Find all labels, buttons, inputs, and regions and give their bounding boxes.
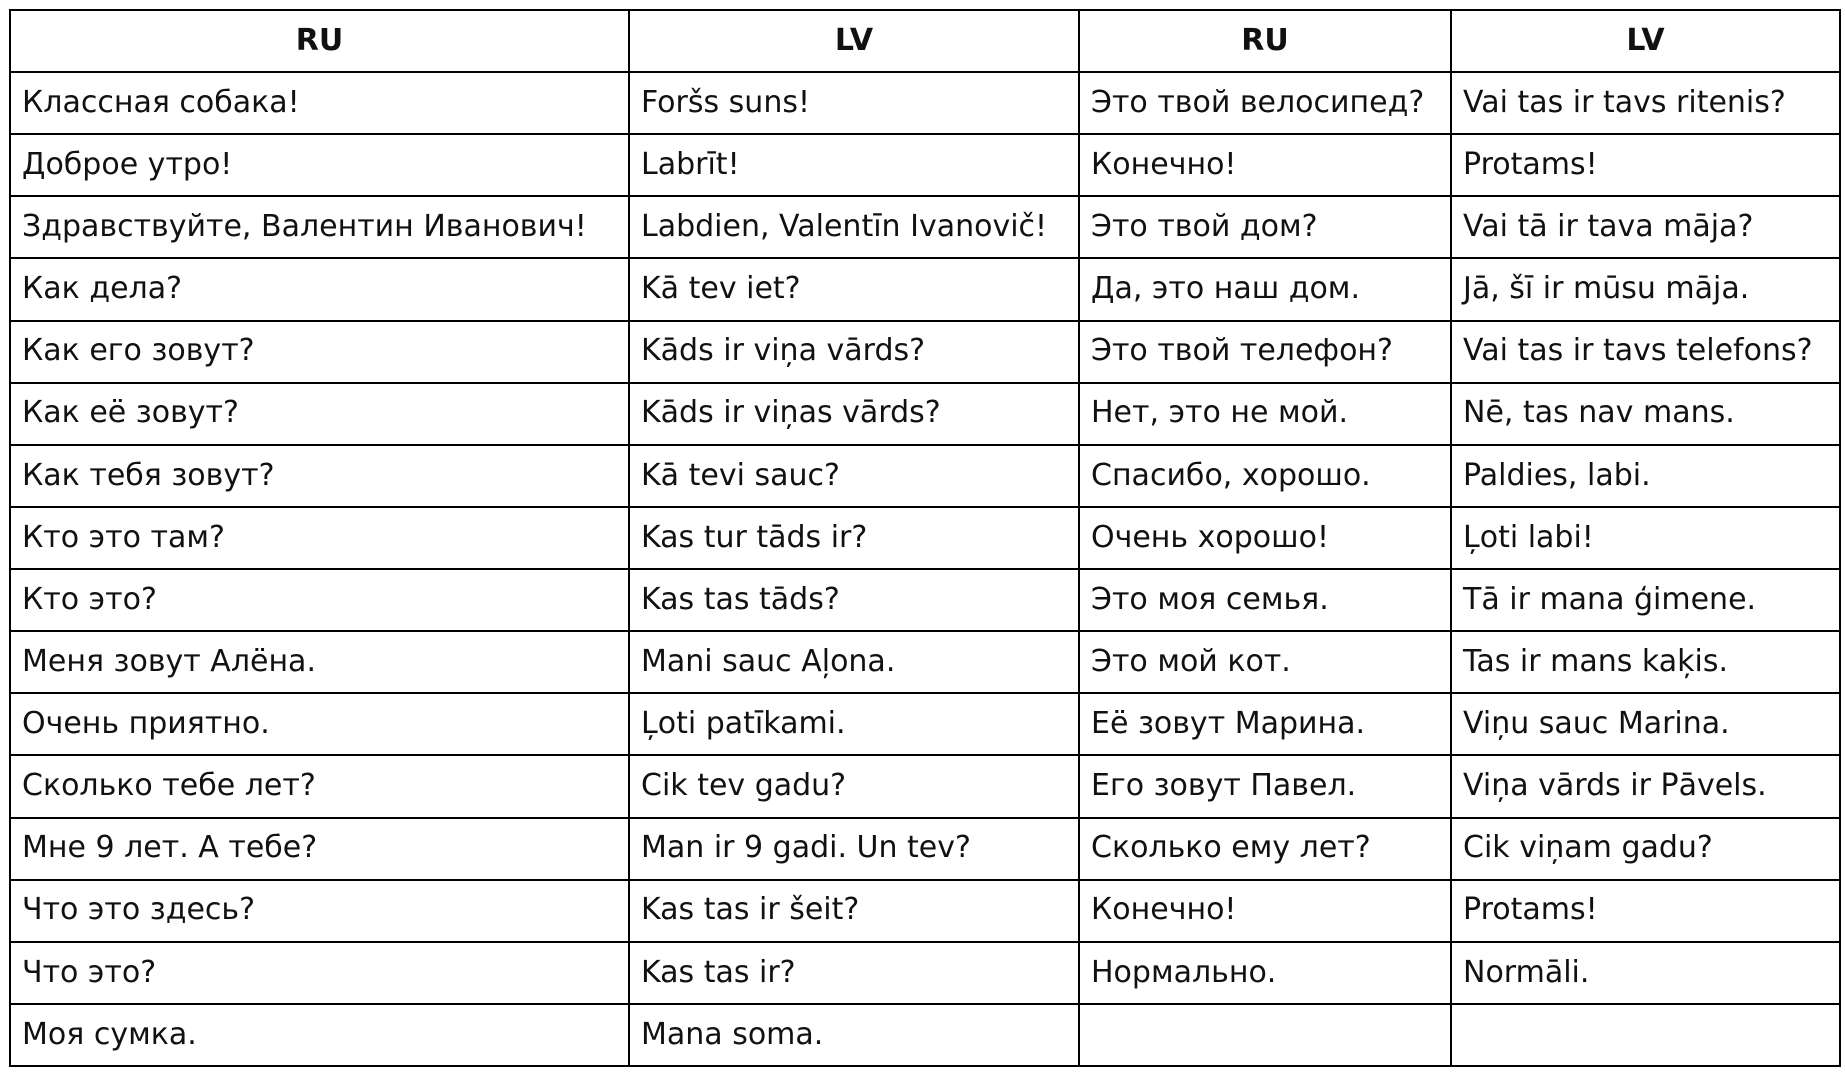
ru-phrase: Её зовут Марина. [1079, 693, 1451, 755]
ru-phrase: Нормально. [1079, 942, 1451, 1004]
lv-phrase: Nē, tas nav mans. [1451, 383, 1840, 445]
table-row [10, 258, 1840, 320]
table-row [10, 880, 1840, 942]
lv-phrase: Viņu sauc Marina. [1451, 693, 1840, 755]
ru-phrase: Мне 9 лет. А тебе? [10, 818, 629, 880]
lv-phrase: Cik tev gadu? [629, 755, 1079, 817]
ru-phrase: Как его зовут? [10, 321, 629, 383]
lv-phrase: Kas tas ir? [629, 942, 1079, 1004]
lv-phrase: Protams! [1451, 134, 1840, 196]
lv-phrase: Viņa vārds ir Pāvels. [1451, 755, 1840, 817]
phrase-table [9, 9, 1841, 1067]
lv-phrase: Cik viņam gadu? [1451, 818, 1840, 880]
lv-phrase: Tas ir mans kaķis. [1451, 631, 1840, 693]
ru-phrase: Нет, это не мой. [1079, 383, 1451, 445]
lv-phrase: Foršs suns! [629, 72, 1079, 134]
lv-phrase: Tā ir mana ģimene. [1451, 569, 1840, 631]
ru-phrase: Конечно! [1079, 134, 1451, 196]
ru-phrase: Кто это там? [10, 507, 629, 569]
ru-phrase: Это твой дом? [1079, 196, 1451, 258]
ru-phrase: Здравствуйте, Валентин Иванович! [10, 196, 629, 258]
lv-phrase: Kas tas ir šeit? [629, 880, 1079, 942]
ru-phrase: Это твой велосипед? [1079, 72, 1451, 134]
ru-phrase: Это мой кот. [1079, 631, 1451, 693]
ru-phrase: Доброе утро! [10, 134, 629, 196]
table-row [10, 134, 1840, 196]
ru-phrase: Классная собака! [10, 72, 629, 134]
table-row [10, 569, 1840, 631]
ru-phrase: Кто это? [10, 569, 629, 631]
ru-phrase: Сколько тебе лет? [10, 755, 629, 817]
ru-phrase: Сколько ему лет? [1079, 818, 1451, 880]
lv-phrase: Labrīt! [629, 134, 1079, 196]
ru-phrase: Конечно! [1079, 880, 1451, 942]
table-row [10, 755, 1840, 817]
lv-phrase: Vai tā ir tava māja? [1451, 196, 1840, 258]
ru-phrase: Это моя семья. [1079, 569, 1451, 631]
lv-phrase: Kā tev iet? [629, 258, 1079, 320]
ru-phrase: Меня зовут Алёна. [10, 631, 629, 693]
lv-phrase: Ļoti patīkami. [629, 693, 1079, 755]
lv-phrase: Protams! [1451, 880, 1840, 942]
ru-phrase: Что это здесь? [10, 880, 629, 942]
ru-phrase: Что это? [10, 942, 629, 1004]
ru-phrase: Как дела? [10, 258, 629, 320]
lv-phrase: Paldies, labi. [1451, 445, 1840, 507]
lv-phrase: Normāli. [1451, 942, 1840, 1004]
header-ru-2: RU [1079, 10, 1451, 72]
ru-phrase: Моя сумка. [10, 1004, 629, 1066]
lv-phrase: Kas tur tāds ir? [629, 507, 1079, 569]
ru-phrase: Как тебя зовут? [10, 445, 629, 507]
lv-phrase: Jā, šī ir mūsu māja. [1451, 258, 1840, 320]
ru-phrase: Как её зовут? [10, 383, 629, 445]
lv-phrase: Man ir 9 gadi. Un tev? [629, 818, 1079, 880]
ru-phrase: Очень хорошо! [1079, 507, 1451, 569]
lv-phrase: Mani sauc Aļona. [629, 631, 1079, 693]
table-row [10, 383, 1840, 445]
empty-cell [1451, 1004, 1840, 1066]
table-row [10, 196, 1840, 258]
table-row [10, 942, 1840, 1004]
empty-cell [1079, 1004, 1451, 1066]
header-lv-1: LV [629, 10, 1079, 72]
table-row [10, 445, 1840, 507]
table-row [10, 631, 1840, 693]
header-lv-2: LV [1451, 10, 1840, 72]
lv-phrase: Mana soma. [629, 1004, 1079, 1066]
table-row [10, 818, 1840, 880]
header-row [10, 10, 1840, 72]
table-row [10, 72, 1840, 134]
ru-phrase: Очень приятно. [10, 693, 629, 755]
ru-phrase: Его зовут Павел. [1079, 755, 1451, 817]
ru-phrase: Да, это наш дом. [1079, 258, 1451, 320]
table-row [10, 693, 1840, 755]
table-row [10, 507, 1840, 569]
table-row [10, 1004, 1840, 1066]
lv-phrase: Kā tevi sauc? [629, 445, 1079, 507]
lv-phrase: Vai tas ir tavs telefons? [1451, 321, 1840, 383]
lv-phrase: Kas tas tāds? [629, 569, 1079, 631]
ru-phrase: Спасибо, хорошо. [1079, 445, 1451, 507]
header-ru-1: RU [10, 10, 629, 72]
lv-phrase: Vai tas ir tavs ritenis? [1451, 72, 1840, 134]
ru-phrase: Это твой телефон? [1079, 321, 1451, 383]
table-row [10, 321, 1840, 383]
lv-phrase: Kāds ir viņa vārds? [629, 321, 1079, 383]
lv-phrase: Kāds ir viņas vārds? [629, 383, 1079, 445]
lv-phrase: Labdien, Valentīn Ivanovič! [629, 196, 1079, 258]
lv-phrase: Ļoti labi! [1451, 507, 1840, 569]
